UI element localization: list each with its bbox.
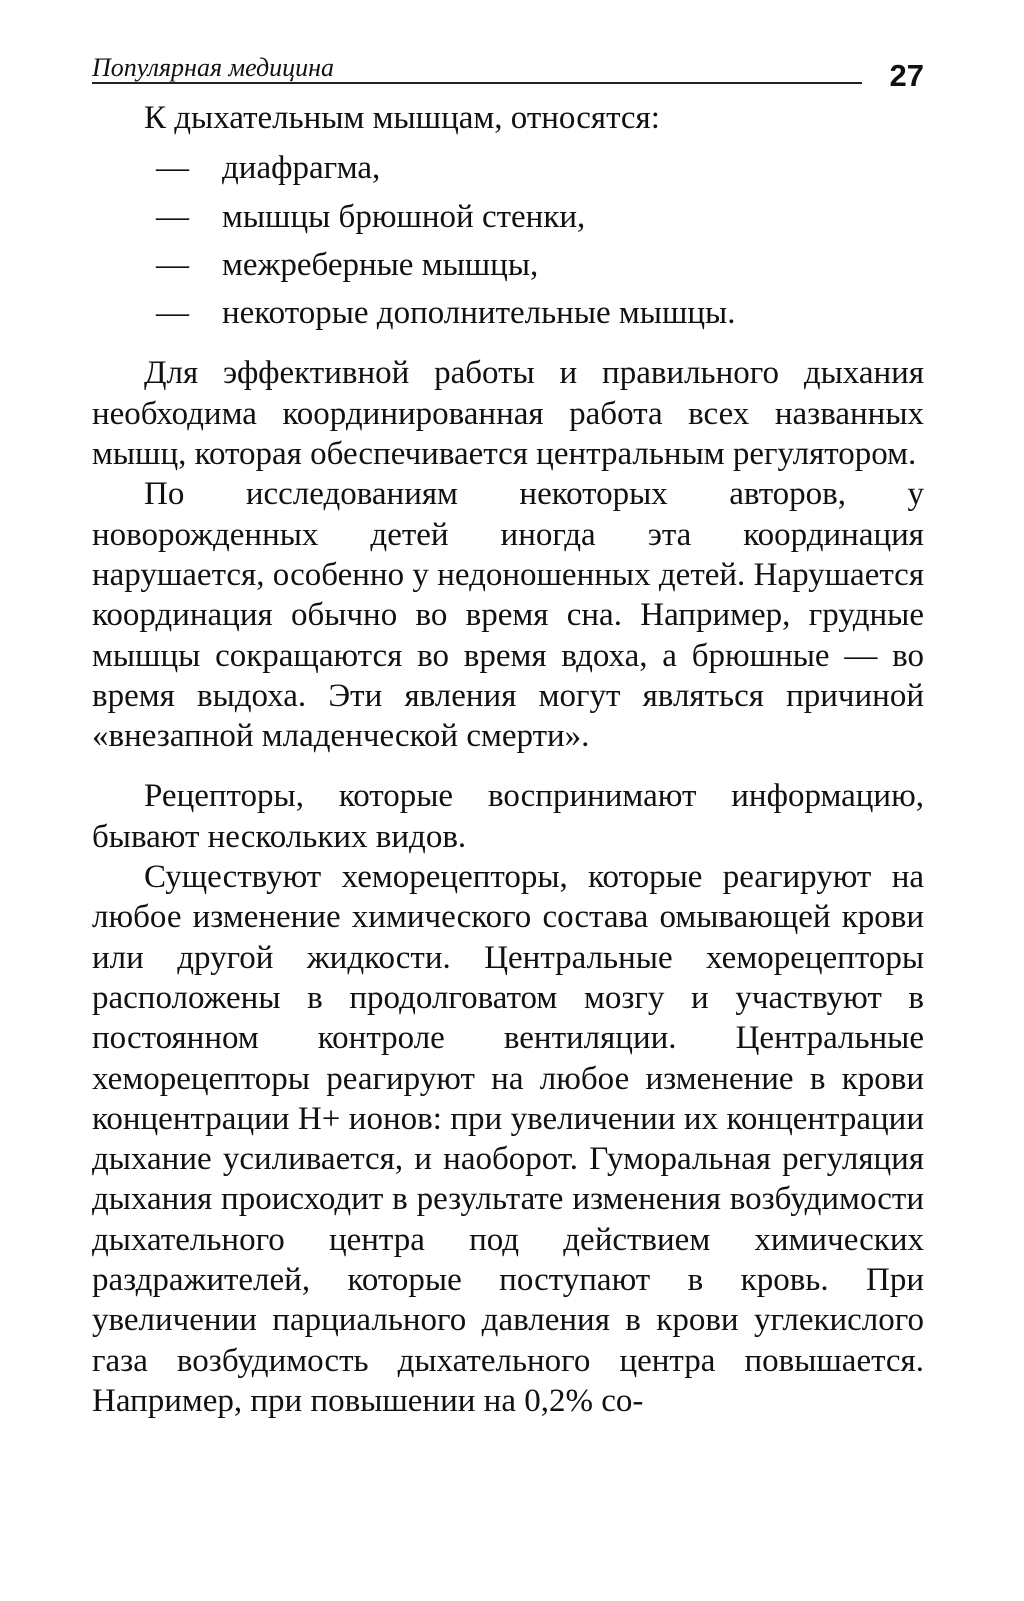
paragraph-newborns: По исследованиям некоторых авторов, у новорожденных детей иногда эта координация нарушается, особенно у недоношенных детей. Нарушается координация обычно во время сна. Например, грудные мышцы сокращаются во время вдоха, а брюшные — во время выдоха. Эти явления могут являться причиной «внезапной младенческой смерти». (92, 476, 924, 755)
dash-marker: — (156, 246, 189, 283)
list-item-text: мышцы брюшной стенки, (222, 198, 586, 235)
list-item (92, 293, 924, 333)
list-item-text: межреберные мышцы, (222, 246, 539, 283)
running-title: Популярная медицина (92, 53, 335, 82)
muscle-list (92, 148, 924, 333)
list-item-text: некоторые дополнительные мышцы. (222, 295, 736, 332)
dash-marker: — (156, 295, 189, 332)
paragraph-chemoreceptors: Существуют хеморецепторы, которые реагируют на любое изменение химического состава омывающей крови или другой жидкости. Центральные хеморецепторы расположены в продолговатом мозгу и участвуют в постоянном контроле вентиляции. Центральные хеморецепторы реагируют на любое изменение в крови концентрации Н+ ионов: при увеличении их концентрации дыхание усиливается, и наоборот. Гуморальная регуляция дыхания происходит в результате изменения возбудимости дыхательного центра под действием химических раздражителей, которые поступают в кровь. При увеличении парциального давления в крови углекислого газа возбудимость дыхательного центра повышается. Например, при повышении на 0,2% со- (92, 859, 924, 1419)
list-intro: К дыхательным мышцам, относятся: (144, 100, 660, 136)
list-item-text: диафрагма, (222, 150, 381, 187)
page-number: 27 (889, 58, 924, 93)
header-rule (92, 82, 862, 84)
list-item (92, 197, 924, 237)
page-body (92, 98, 924, 1421)
dash-marker: — (156, 198, 189, 235)
paragraph-coordination: Для эффективной работы и правильного дыхания необходима координированная работа всех названных мышц, которая обеспечивается центральным регулятором. (92, 355, 924, 473)
paragraph-receptors: Рецепторы, которые воспринимают информацию, бывают нескольких видов. (92, 778, 924, 855)
running-head (92, 52, 924, 98)
list-item (92, 148, 924, 188)
dash-marker: — (156, 150, 189, 187)
list-item (92, 245, 924, 285)
book-page (92, 52, 924, 1421)
